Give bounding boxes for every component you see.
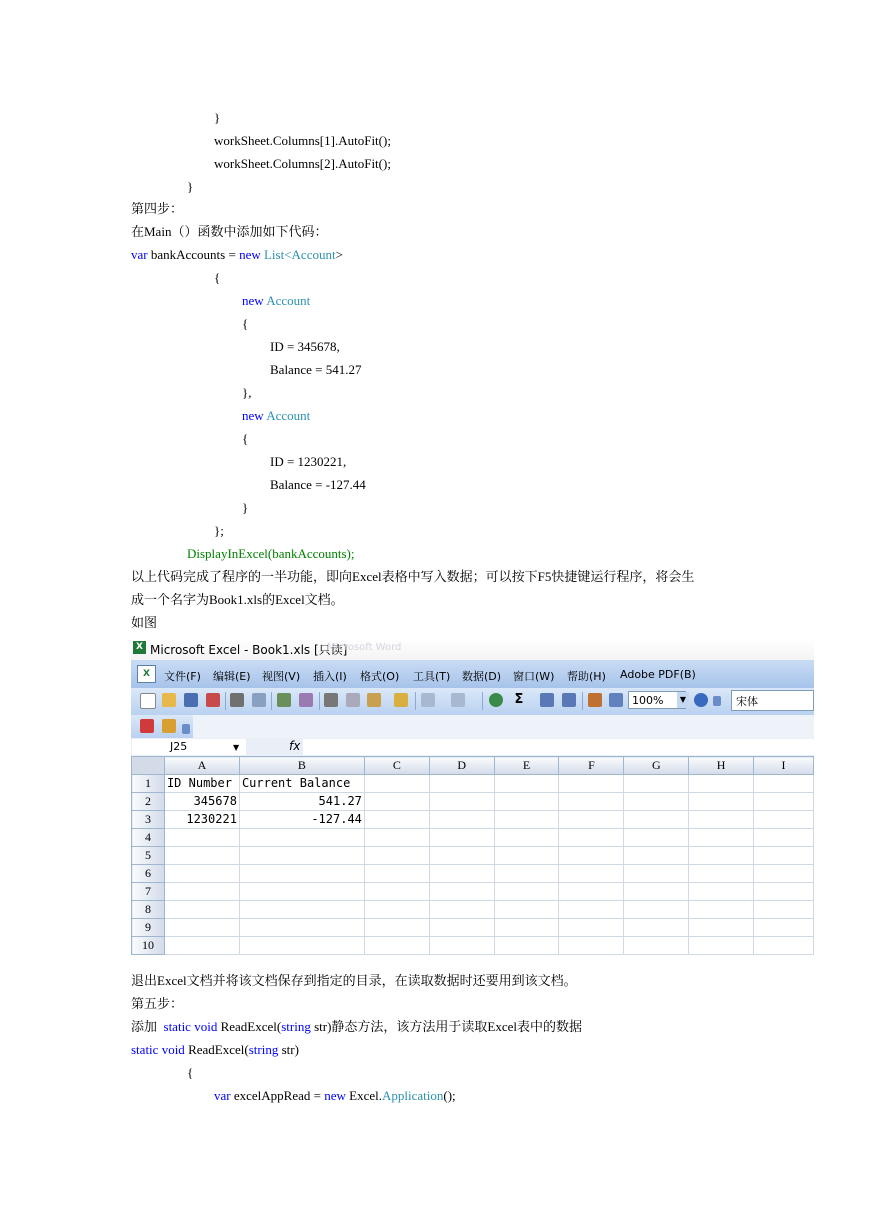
menu-edit[interactable]: 编辑(E) bbox=[213, 670, 251, 683]
cell[interactable] bbox=[364, 883, 429, 901]
excel-title-bar bbox=[131, 638, 814, 661]
exit-instruction: 退出Excel文档并将该文档保存到指定的目录，在读取数据时还要用到该文档。 bbox=[131, 973, 577, 988]
cell[interactable] bbox=[754, 847, 814, 865]
cell[interactable] bbox=[364, 919, 429, 937]
table-row bbox=[132, 847, 814, 865]
insert-function-icon[interactable]: fx bbox=[289, 739, 301, 753]
chart-wizard-icon[interactable] bbox=[588, 693, 602, 707]
spelling-icon[interactable] bbox=[277, 693, 291, 707]
cell[interactable] bbox=[559, 865, 624, 883]
cell[interactable] bbox=[239, 937, 364, 955]
column-header-h[interactable]: H bbox=[689, 757, 754, 775]
cell[interactable] bbox=[624, 901, 689, 919]
cell[interactable] bbox=[689, 775, 754, 793]
cell[interactable] bbox=[164, 937, 239, 955]
excel-screenshot bbox=[131, 638, 814, 958]
cell-a2[interactable]: 345678 bbox=[164, 793, 239, 811]
cell[interactable] bbox=[164, 901, 239, 919]
cell[interactable] bbox=[164, 919, 239, 937]
code-acc2-close: } bbox=[242, 500, 249, 515]
cell[interactable] bbox=[164, 883, 239, 901]
cell[interactable] bbox=[494, 937, 559, 955]
cell-b2[interactable]: 541.27 bbox=[239, 793, 364, 811]
type-application: Application bbox=[381, 1088, 444, 1103]
cell[interactable] bbox=[559, 883, 624, 901]
txt-excel-ns: Excel. bbox=[345, 1088, 382, 1103]
menu-file[interactable]: 文件(F) bbox=[164, 670, 201, 683]
step4-heading: 第四步： bbox=[131, 201, 184, 216]
toolbar-options-icon[interactable] bbox=[713, 696, 721, 706]
cell[interactable] bbox=[429, 937, 494, 955]
menu-help[interactable]: 帮助(H) bbox=[567, 670, 606, 683]
txt-call-end: (); bbox=[443, 1088, 456, 1103]
code-acc1-open: { bbox=[242, 316, 249, 331]
cell[interactable] bbox=[239, 829, 364, 847]
cell[interactable] bbox=[494, 811, 559, 829]
txt-bankaccounts: bankAccounts = bbox=[147, 247, 240, 262]
column-header-c[interactable]: C bbox=[364, 757, 429, 775]
row-header[interactable]: 3 bbox=[132, 811, 165, 829]
toolbar-separator bbox=[582, 692, 583, 710]
column-header-d[interactable]: D bbox=[429, 757, 494, 775]
select-all-corner[interactable] bbox=[132, 757, 165, 775]
cell[interactable] bbox=[624, 829, 689, 847]
cell[interactable] bbox=[364, 775, 429, 793]
code-acc2-balance: Balance = -127.44 bbox=[270, 477, 366, 492]
cell[interactable] bbox=[754, 775, 814, 793]
copy-icon[interactable] bbox=[346, 693, 360, 707]
cell[interactable] bbox=[494, 901, 559, 919]
cell[interactable] bbox=[624, 919, 689, 937]
cell[interactable] bbox=[364, 865, 429, 883]
row-header[interactable]: 8 bbox=[132, 901, 165, 919]
row-header[interactable]: 7 bbox=[132, 883, 165, 901]
cell[interactable] bbox=[754, 811, 814, 829]
cell[interactable] bbox=[239, 919, 364, 937]
cell[interactable] bbox=[689, 865, 754, 883]
cell[interactable] bbox=[364, 847, 429, 865]
toolbar-separator bbox=[225, 692, 226, 710]
column-header-i[interactable]: I bbox=[754, 757, 814, 775]
research-icon[interactable] bbox=[299, 693, 313, 707]
step5-heading: 第五步： bbox=[131, 996, 184, 1011]
kw-void: void bbox=[190, 1019, 218, 1034]
code-new-account-1 bbox=[242, 293, 310, 309]
cell[interactable] bbox=[429, 901, 494, 919]
zoom-select[interactable]: 100% bbox=[628, 691, 686, 709]
code-brace-close: } bbox=[214, 110, 221, 125]
cell[interactable] bbox=[164, 865, 239, 883]
cell[interactable] bbox=[239, 847, 364, 865]
menu-format[interactable]: 格式(O) bbox=[360, 670, 400, 683]
code-acc1-id: ID = 345678, bbox=[270, 339, 340, 354]
code-list-open: { bbox=[214, 270, 221, 285]
code-readexcel-open: { bbox=[187, 1065, 194, 1080]
cell[interactable] bbox=[624, 793, 689, 811]
convert-to-pdf-icon[interactable] bbox=[140, 719, 154, 733]
sort-descending-icon[interactable] bbox=[562, 693, 576, 707]
code-excelappread-decl bbox=[214, 1088, 456, 1104]
cell[interactable] bbox=[624, 811, 689, 829]
help-icon[interactable] bbox=[694, 693, 708, 707]
redo-icon[interactable] bbox=[451, 693, 465, 707]
type-account: Account bbox=[263, 408, 311, 423]
menu-data[interactable]: 数据(D) bbox=[462, 670, 502, 683]
menu-tools[interactable]: 工具(T) bbox=[413, 670, 451, 683]
step4-desc-line1: 以上代码完成了程序的一半功能，即向Excel表格中写入数据；可以按下F5快捷键运行程序，将会生 bbox=[131, 569, 695, 584]
cell[interactable] bbox=[689, 901, 754, 919]
cell[interactable] bbox=[689, 883, 754, 901]
cell[interactable] bbox=[429, 829, 494, 847]
cell[interactable] bbox=[624, 847, 689, 865]
column-header-g[interactable]: G bbox=[624, 757, 689, 775]
toolbar-separator bbox=[319, 692, 320, 710]
cell[interactable] bbox=[429, 811, 494, 829]
menu-adobe-pdf[interactable]: Adobe PDF(B) bbox=[620, 668, 696, 681]
excel-logo-icon: X bbox=[133, 641, 146, 654]
cell[interactable] bbox=[624, 775, 689, 793]
kw-string: string bbox=[281, 1019, 311, 1034]
cell[interactable] bbox=[494, 793, 559, 811]
txt-excelappread: excelAppRead = bbox=[230, 1088, 325, 1103]
row-header[interactable]: 9 bbox=[132, 919, 165, 937]
cell[interactable] bbox=[754, 937, 814, 955]
excel-ghost-title: Microsoft Word bbox=[327, 642, 402, 653]
cell[interactable] bbox=[429, 775, 494, 793]
name-box-dropdown-icon[interactable]: ▼ bbox=[233, 743, 240, 752]
print-preview-icon[interactable] bbox=[252, 693, 266, 707]
cell[interactable] bbox=[754, 829, 814, 847]
cell[interactable] bbox=[239, 901, 364, 919]
kw-new: new bbox=[239, 247, 261, 262]
row-header[interactable]: 10 bbox=[132, 937, 165, 955]
excel-menu-bar bbox=[131, 660, 814, 689]
code-readexcel-signature bbox=[131, 1042, 299, 1058]
cell[interactable] bbox=[239, 883, 364, 901]
txt-str: str) bbox=[278, 1042, 299, 1057]
code-autofit-col1: workSheet.Columns[1].AutoFit(); bbox=[214, 133, 391, 148]
pdf-mail-icon[interactable] bbox=[162, 719, 176, 733]
cell[interactable] bbox=[754, 883, 814, 901]
menu-insert[interactable]: 插入(I) bbox=[313, 670, 347, 683]
code-autofit-col2: workSheet.Columns[2].AutoFit(); bbox=[214, 156, 391, 171]
kw-static: static bbox=[160, 1019, 191, 1034]
cell[interactable] bbox=[364, 829, 429, 847]
column-header-e[interactable]: E bbox=[494, 757, 559, 775]
formula-bar bbox=[131, 738, 814, 757]
code-new-account-2 bbox=[242, 408, 310, 424]
cell-a3[interactable]: 1230221 bbox=[164, 811, 239, 829]
drawing-icon[interactable] bbox=[609, 693, 623, 707]
new-icon[interactable] bbox=[140, 693, 156, 709]
cell[interactable] bbox=[364, 901, 429, 919]
type-list-account: List<Account bbox=[263, 247, 336, 262]
kw-static: static bbox=[131, 1042, 159, 1057]
table-row bbox=[132, 811, 814, 829]
cell[interactable] bbox=[559, 937, 624, 955]
cell[interactable] bbox=[559, 793, 624, 811]
code-display-call: DisplayInExcel(bankAccounts); bbox=[187, 546, 355, 561]
kw-var: var bbox=[214, 1088, 231, 1103]
cell[interactable] bbox=[364, 793, 429, 811]
step4-desc-line2: 成一个名字为Book1.xls的Excel文档。 bbox=[131, 592, 344, 607]
menu-view[interactable]: 视图(V) bbox=[262, 670, 301, 683]
undo-icon[interactable] bbox=[421, 693, 435, 707]
kw-new: new bbox=[242, 408, 264, 423]
cell[interactable] bbox=[239, 865, 364, 883]
txt-readexcel: ReadExcel( bbox=[217, 1019, 282, 1034]
cell[interactable] bbox=[689, 847, 754, 865]
code-acc1-close: }, bbox=[242, 385, 252, 400]
cell[interactable] bbox=[624, 937, 689, 955]
autosum-icon[interactable]: Σ bbox=[514, 692, 524, 707]
cell[interactable] bbox=[429, 865, 494, 883]
sort-ascending-icon[interactable] bbox=[540, 693, 554, 707]
column-header-b[interactable]: B bbox=[239, 757, 364, 775]
workbook-icon[interactable]: X bbox=[137, 665, 156, 683]
format-painter-icon[interactable] bbox=[394, 693, 408, 707]
cell[interactable] bbox=[559, 829, 624, 847]
print-icon[interactable] bbox=[230, 693, 244, 707]
table-row bbox=[132, 793, 814, 811]
open-icon[interactable] bbox=[162, 693, 176, 707]
paste-icon[interactable] bbox=[367, 693, 381, 707]
cell[interactable] bbox=[559, 901, 624, 919]
txt-str-desc: str)静态方法，该方法用于读取Excel表中的数据 bbox=[310, 1019, 583, 1034]
txt-readexcel: ReadExcel( bbox=[184, 1042, 249, 1057]
cell[interactable] bbox=[624, 883, 689, 901]
cell[interactable] bbox=[754, 793, 814, 811]
type-account: Account bbox=[263, 293, 311, 308]
figure-caption: 如图 bbox=[131, 615, 158, 630]
column-header-a[interactable]: A bbox=[164, 757, 239, 775]
row-header[interactable]: 2 bbox=[132, 793, 165, 811]
name-box[interactable]: J25 bbox=[132, 739, 246, 755]
cell[interactable] bbox=[164, 847, 239, 865]
code-method-close: } bbox=[187, 179, 194, 194]
zoom-dropdown-icon[interactable]: ▼ bbox=[677, 692, 689, 708]
cell[interactable] bbox=[689, 937, 754, 955]
toolbar-separator bbox=[271, 692, 272, 710]
cell[interactable] bbox=[164, 829, 239, 847]
cell[interactable] bbox=[429, 919, 494, 937]
code-acc2-id: ID = 1230221, bbox=[270, 454, 347, 469]
code-acc2-open: { bbox=[242, 431, 249, 446]
cell-b1[interactable]: Current Balance bbox=[239, 775, 364, 793]
cell[interactable] bbox=[429, 883, 494, 901]
cell[interactable] bbox=[689, 793, 754, 811]
hyperlink-icon[interactable] bbox=[489, 693, 503, 707]
standard-toolbar bbox=[131, 688, 814, 716]
kw-var: var bbox=[131, 247, 148, 262]
code-acc1-balance: Balance = 541.27 bbox=[270, 362, 362, 377]
menu-window[interactable]: 窗口(W) bbox=[513, 670, 555, 683]
column-header-f[interactable]: F bbox=[559, 757, 624, 775]
cell[interactable] bbox=[624, 865, 689, 883]
row-header[interactable]: 5 bbox=[132, 847, 165, 865]
cell[interactable] bbox=[559, 811, 624, 829]
toolbar-separator bbox=[482, 692, 483, 710]
cell[interactable] bbox=[429, 847, 494, 865]
table-row bbox=[132, 829, 814, 847]
kw-string: string bbox=[248, 1042, 279, 1057]
kw-void: void bbox=[158, 1042, 185, 1057]
table-row bbox=[132, 919, 814, 937]
cell[interactable] bbox=[494, 865, 559, 883]
font-select[interactable]: 宋体 bbox=[731, 690, 814, 711]
step4-intro: 在Main（）函数中添加如下代码： bbox=[131, 224, 328, 239]
worksheet-grid bbox=[131, 756, 814, 958]
cell[interactable] bbox=[494, 847, 559, 865]
table-row bbox=[132, 901, 814, 919]
cell[interactable] bbox=[494, 829, 559, 847]
step5-intro bbox=[131, 1019, 582, 1035]
cell[interactable] bbox=[559, 847, 624, 865]
cell[interactable] bbox=[754, 865, 814, 883]
cell[interactable] bbox=[494, 883, 559, 901]
cell[interactable] bbox=[494, 775, 559, 793]
toolbar-separator bbox=[415, 692, 416, 710]
row-header[interactable]: 6 bbox=[132, 865, 165, 883]
cell-a1[interactable]: ID Number bbox=[164, 775, 239, 793]
table-row bbox=[132, 865, 814, 883]
permission-icon[interactable] bbox=[206, 693, 220, 707]
excel-window-title: Microsoft Excel - Book1.xls [只读] bbox=[150, 643, 348, 657]
cell[interactable] bbox=[364, 811, 429, 829]
kw-new: new bbox=[242, 293, 264, 308]
cell[interactable] bbox=[494, 919, 559, 937]
row-header[interactable]: 1 bbox=[132, 775, 165, 793]
code-list-close: }; bbox=[214, 523, 224, 538]
code-bankaccounts-decl bbox=[131, 247, 343, 263]
cell[interactable] bbox=[689, 919, 754, 937]
save-icon[interactable] bbox=[184, 693, 198, 707]
kw-new: new bbox=[324, 1088, 346, 1103]
cell[interactable] bbox=[689, 829, 754, 847]
formula-input[interactable] bbox=[303, 739, 814, 755]
table-row bbox=[132, 883, 814, 901]
pdf-toolbar bbox=[131, 715, 814, 738]
cell[interactable] bbox=[429, 793, 494, 811]
cell-b3[interactable]: -127.44 bbox=[239, 811, 364, 829]
table-row bbox=[132, 775, 814, 793]
cut-icon[interactable] bbox=[324, 693, 338, 707]
cell[interactable] bbox=[364, 937, 429, 955]
row-header[interactable]: 4 bbox=[132, 829, 165, 847]
txt-gt: > bbox=[335, 247, 343, 262]
cell[interactable] bbox=[689, 811, 754, 829]
txt-add: 添加 bbox=[131, 1019, 161, 1034]
cell[interactable] bbox=[754, 919, 814, 937]
toolbar-options-icon[interactable] bbox=[182, 724, 190, 734]
pdf-toolbar-box bbox=[131, 715, 193, 738]
cell[interactable] bbox=[559, 919, 624, 937]
cell[interactable] bbox=[754, 901, 814, 919]
table-row bbox=[132, 937, 814, 955]
cell[interactable] bbox=[559, 775, 624, 793]
